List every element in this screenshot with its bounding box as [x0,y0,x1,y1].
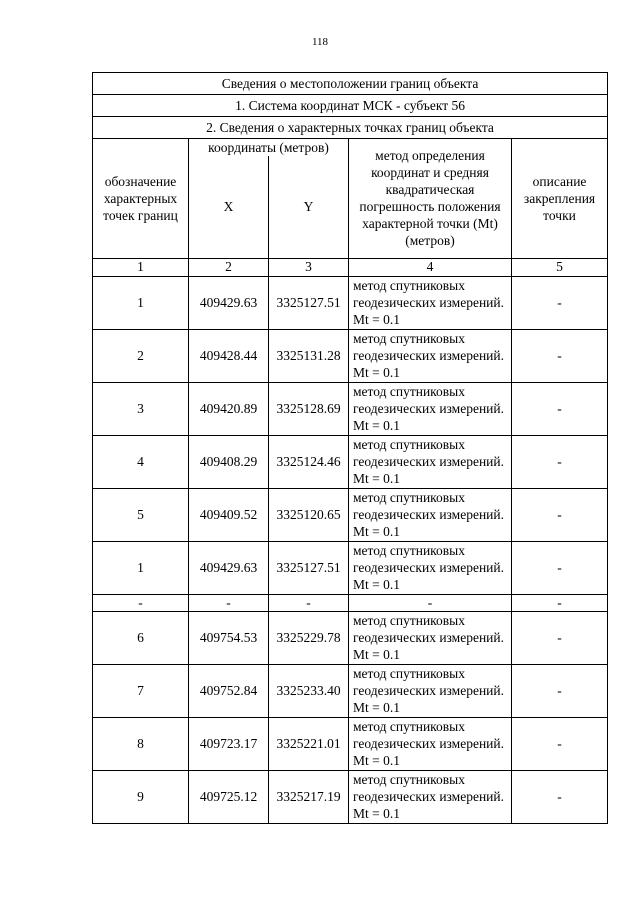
x-coordinate-cell: 409725.12 [189,770,269,823]
y-coordinate-cell: 3325128.69 [269,382,349,435]
description-cell: - [512,717,608,770]
y-coordinate-cell: 3325229.78 [269,611,349,664]
header-y: Y [269,156,349,258]
method-cell: метод спутниковых геодезических измерений. Mt = 0.1 [349,541,512,594]
y-coordinate-cell: 3325127.51 [269,541,349,594]
column-number: 4 [349,258,512,276]
separator-cell: - [512,594,608,611]
description-cell: - [512,770,608,823]
table-row [93,329,608,382]
table-row [93,717,608,770]
y-coordinate-cell: 3325127.51 [269,276,349,329]
points-title: 2. Сведения о характерных точках границ объекта [93,117,608,139]
x-coordinate-cell: 409409.52 [189,488,269,541]
column-number: 3 [269,258,349,276]
point-id-cell: 6 [93,611,189,664]
separator-cell: - [93,594,189,611]
description-cell: - [512,276,608,329]
header-designation: обозначение характерных точек границ [93,139,189,259]
x-coordinate-cell: 409723.17 [189,717,269,770]
table-row [93,770,608,823]
y-coordinate-cell: 3325233.40 [269,664,349,717]
table-row [93,382,608,435]
y-coordinate-cell: 3325217.19 [269,770,349,823]
table-row [93,664,608,717]
method-cell: метод спутниковых геодезических измерений. Mt = 0.1 [349,664,512,717]
method-cell: метод спутниковых геодезических измерений. Mt = 0.1 [349,770,512,823]
y-coordinate-cell: 3325124.46 [269,435,349,488]
table-row [93,276,608,329]
boundary-points-table [92,72,608,824]
point-id-cell: 1 [93,276,189,329]
x-coordinate-cell: 409754.53 [189,611,269,664]
x-coordinate-cell: 409428.44 [189,329,269,382]
header-method: метод определения координат и средняя квадратическая погрешность положения характерной точки (Mt) (метров) [349,139,512,259]
description-cell: - [512,488,608,541]
description-cell: - [512,664,608,717]
description-cell: - [512,541,608,594]
column-number: 1 [93,258,189,276]
method-cell: метод спутниковых геодезических измерений. Mt = 0.1 [349,435,512,488]
table-row [93,435,608,488]
y-coordinate-cell: 3325131.28 [269,329,349,382]
method-cell: метод спутниковых геодезических измерений. Mt = 0.1 [349,611,512,664]
point-id-cell: 4 [93,435,189,488]
column-number: 5 [512,258,608,276]
x-coordinate-cell: 409752.84 [189,664,269,717]
description-cell: - [512,329,608,382]
y-coordinate-cell: 3325120.65 [269,488,349,541]
separator-cell: - [189,594,269,611]
description-cell: - [512,382,608,435]
method-cell: метод спутниковых геодезических измерений. Mt = 0.1 [349,488,512,541]
point-id-cell: 3 [93,382,189,435]
method-cell: метод спутниковых геодезических измерений. Mt = 0.1 [349,717,512,770]
table-row [93,541,608,594]
point-id-cell: 2 [93,329,189,382]
point-id-cell: 5 [93,488,189,541]
point-id-cell: 1 [93,541,189,594]
description-cell: - [512,611,608,664]
separator-row [93,594,608,611]
header-description: описание закрепления точки [512,139,608,259]
method-cell: метод спутниковых геодезических измерений. Mt = 0.1 [349,276,512,329]
x-coordinate-cell: 409408.29 [189,435,269,488]
separator-cell: - [349,594,512,611]
x-coordinate-cell: 409429.63 [189,541,269,594]
point-id-cell: 7 [93,664,189,717]
column-number: 2 [189,258,269,276]
x-coordinate-cell: 409429.63 [189,276,269,329]
description-cell: - [512,435,608,488]
page-number: 118 [311,36,329,48]
point-id-cell: 8 [93,717,189,770]
header-coordinates: координаты (метров) [189,139,349,157]
table-row [93,611,608,664]
method-cell: метод спутниковых геодезических измерений. Mt = 0.1 [349,382,512,435]
point-id-cell: 9 [93,770,189,823]
y-coordinate-cell: 3325221.01 [269,717,349,770]
section-title: Сведения о местоположении границ объекта [93,73,608,95]
coordinate-system-title: 1. Система координат МСК - субъект 56 [93,95,608,117]
x-coordinate-cell: 409420.89 [189,382,269,435]
separator-cell: - [269,594,349,611]
table-row [93,488,608,541]
header-x: X [189,156,269,258]
method-cell: метод спутниковых геодезических измерений. Mt = 0.1 [349,329,512,382]
